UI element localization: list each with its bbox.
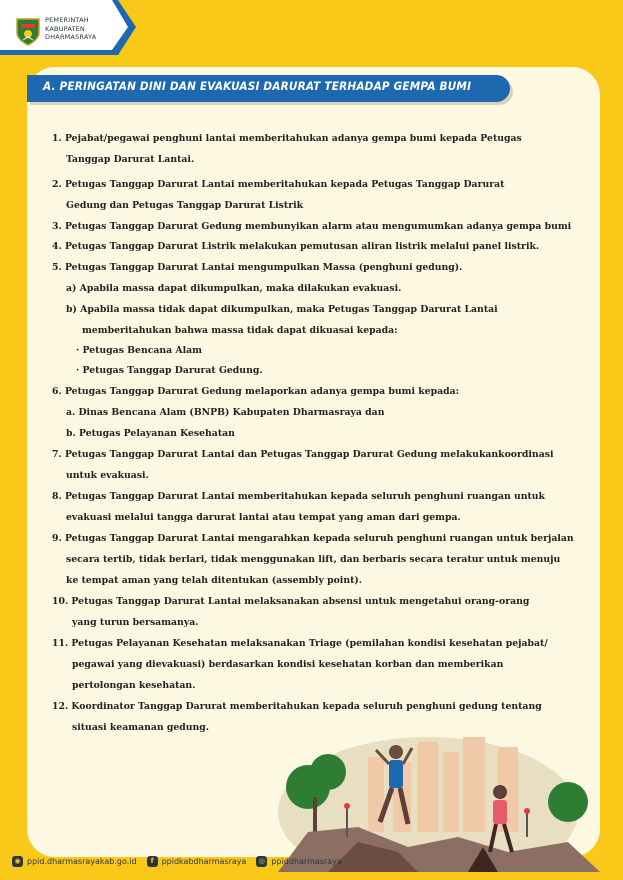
footer-website-text: ppid.dharmasrayakab.go.id [27,856,137,866]
section-heading [27,75,510,102]
list-item: untuk evakuasi. [66,470,149,481]
list-item: Gedung dan Petugas Tanggap Darurat Listrik [66,200,304,211]
list-item: situasi keamanan gedung. [72,722,210,733]
list-item: 6. Petugas Tanggap Darurat Gedung melaporkan adanya gempa bumi kepada: [52,386,460,397]
logo-line-2: KABUPATEN [45,24,85,33]
logo-line-1: PEMERINTAH [45,16,89,24]
list-item: secara tertib, tidak berlari, tidak menggunakan lift, dan berbaris secara teratur untuk menuju [66,554,561,565]
footer-facebook-text: ppidkabdharmasraya [161,856,247,866]
list-item: b. Petugas Pelayanan Kesehatan [66,428,235,439]
list-item: 11. Petugas Pelayanan Kesehatan melaksanakan Triage (pemilahan kondisi kesehatan pejabat/ [52,638,548,649]
list-item: · Petugas Tanggap Darurat Gedung. [76,365,263,376]
list-item: 12. Koordinator Tanggap Darurat memberitahukan kepada seluruh penghuni gedung tentang [52,701,542,712]
footer [12,852,342,870]
list-item: pegawai yang dievakuasi) berdasarkan kondisi kesehatan korban dan memberikan [72,659,504,670]
list-item: · Petugas Bencana Alam [76,345,203,356]
header-logo-tab [0,0,136,55]
list-item: 7. Petugas Tanggap Darurat Lantai dan Petugas Tanggap Darurat Gedung melakukankoordinasi [52,449,554,460]
list-item: 9. Petugas Tanggap Darurat Lantai mengarahkan kepada seluruh penghuni ruangan untuk berjalan [52,533,574,544]
regency-crest-icon [15,16,41,46]
list-item: 4. Petugas Tanggap Darurat Listrik melakukan pemutusan aliran listrik melalui panel listrik. [52,241,540,252]
list-item: ke tempat aman yang telah ditentukan (assembly point). [66,575,363,586]
footer-instagram-text: ppiddharmasraya [271,856,342,866]
list-item: 2. Petugas Tanggap Darurat Lantai memberitahukan kepada Petugas Tanggap Darurat [52,179,505,190]
list-item: 5. Petugas Tanggap Darurat Lantai mengumpulkan Massa (penghuni gedung). [52,262,463,273]
list-item: yang turun bersamanya. [72,617,199,628]
list-item: pertolongan kesehatan. [72,680,196,691]
section-title: A. PERINGATAN DINI DAN EVAKUASI DARURAT TERHADAP GEMPA BUMI [43,80,472,93]
list-item: memberitahukan bahwa massa tidak dapat dikuasai kepada: [82,325,398,336]
list-item: evakuasi melalui tangga darurat lantai atau tempat yang aman dari gempa. [66,512,461,523]
footer-instagram[interactable] [256,856,341,867]
list-item: 8. Petugas Tanggap Darurat Lantai memberitahukan kepada seluruh penghuni ruangan untuk [52,491,545,502]
logo-line-3: DHARMASRAYA [45,33,97,41]
instagram-icon: ◎ [256,856,267,867]
web-icon: ◉ [12,856,23,867]
list-item: a) Apabila massa dapat dikumpulkan, maka dilakukan evakuasi. [66,283,402,294]
list-item: 3. Petugas Tanggap Darurat Gedung membunyikan alarm atau mengumumkan adanya gempa bumi [52,221,572,232]
facebook-icon: f [147,856,158,867]
footer-facebook[interactable] [147,856,247,867]
list-item: a. Dinas Bencana Alam (BNPB) Kabupaten Dharmasraya dan [66,407,385,418]
list-item: 10. Petugas Tanggap Darurat Lantai melaksanakan absensi untuk mengetahui orang-orang [52,596,530,607]
list-item: 1. Pejabat/pegawai penghuni lantai memberitahukan adanya gempa bumi kepada Petugas [52,133,522,144]
list-item: Tanggap Darurat Lantai. [66,154,195,165]
earthquake-illustration [268,712,600,872]
list-item: b) Apabila massa tidak dapat dikumpulkan, maka Petugas Tanggap Darurat Lantai [66,304,498,315]
logo-text [45,16,96,42]
footer-website[interactable] [12,856,137,867]
